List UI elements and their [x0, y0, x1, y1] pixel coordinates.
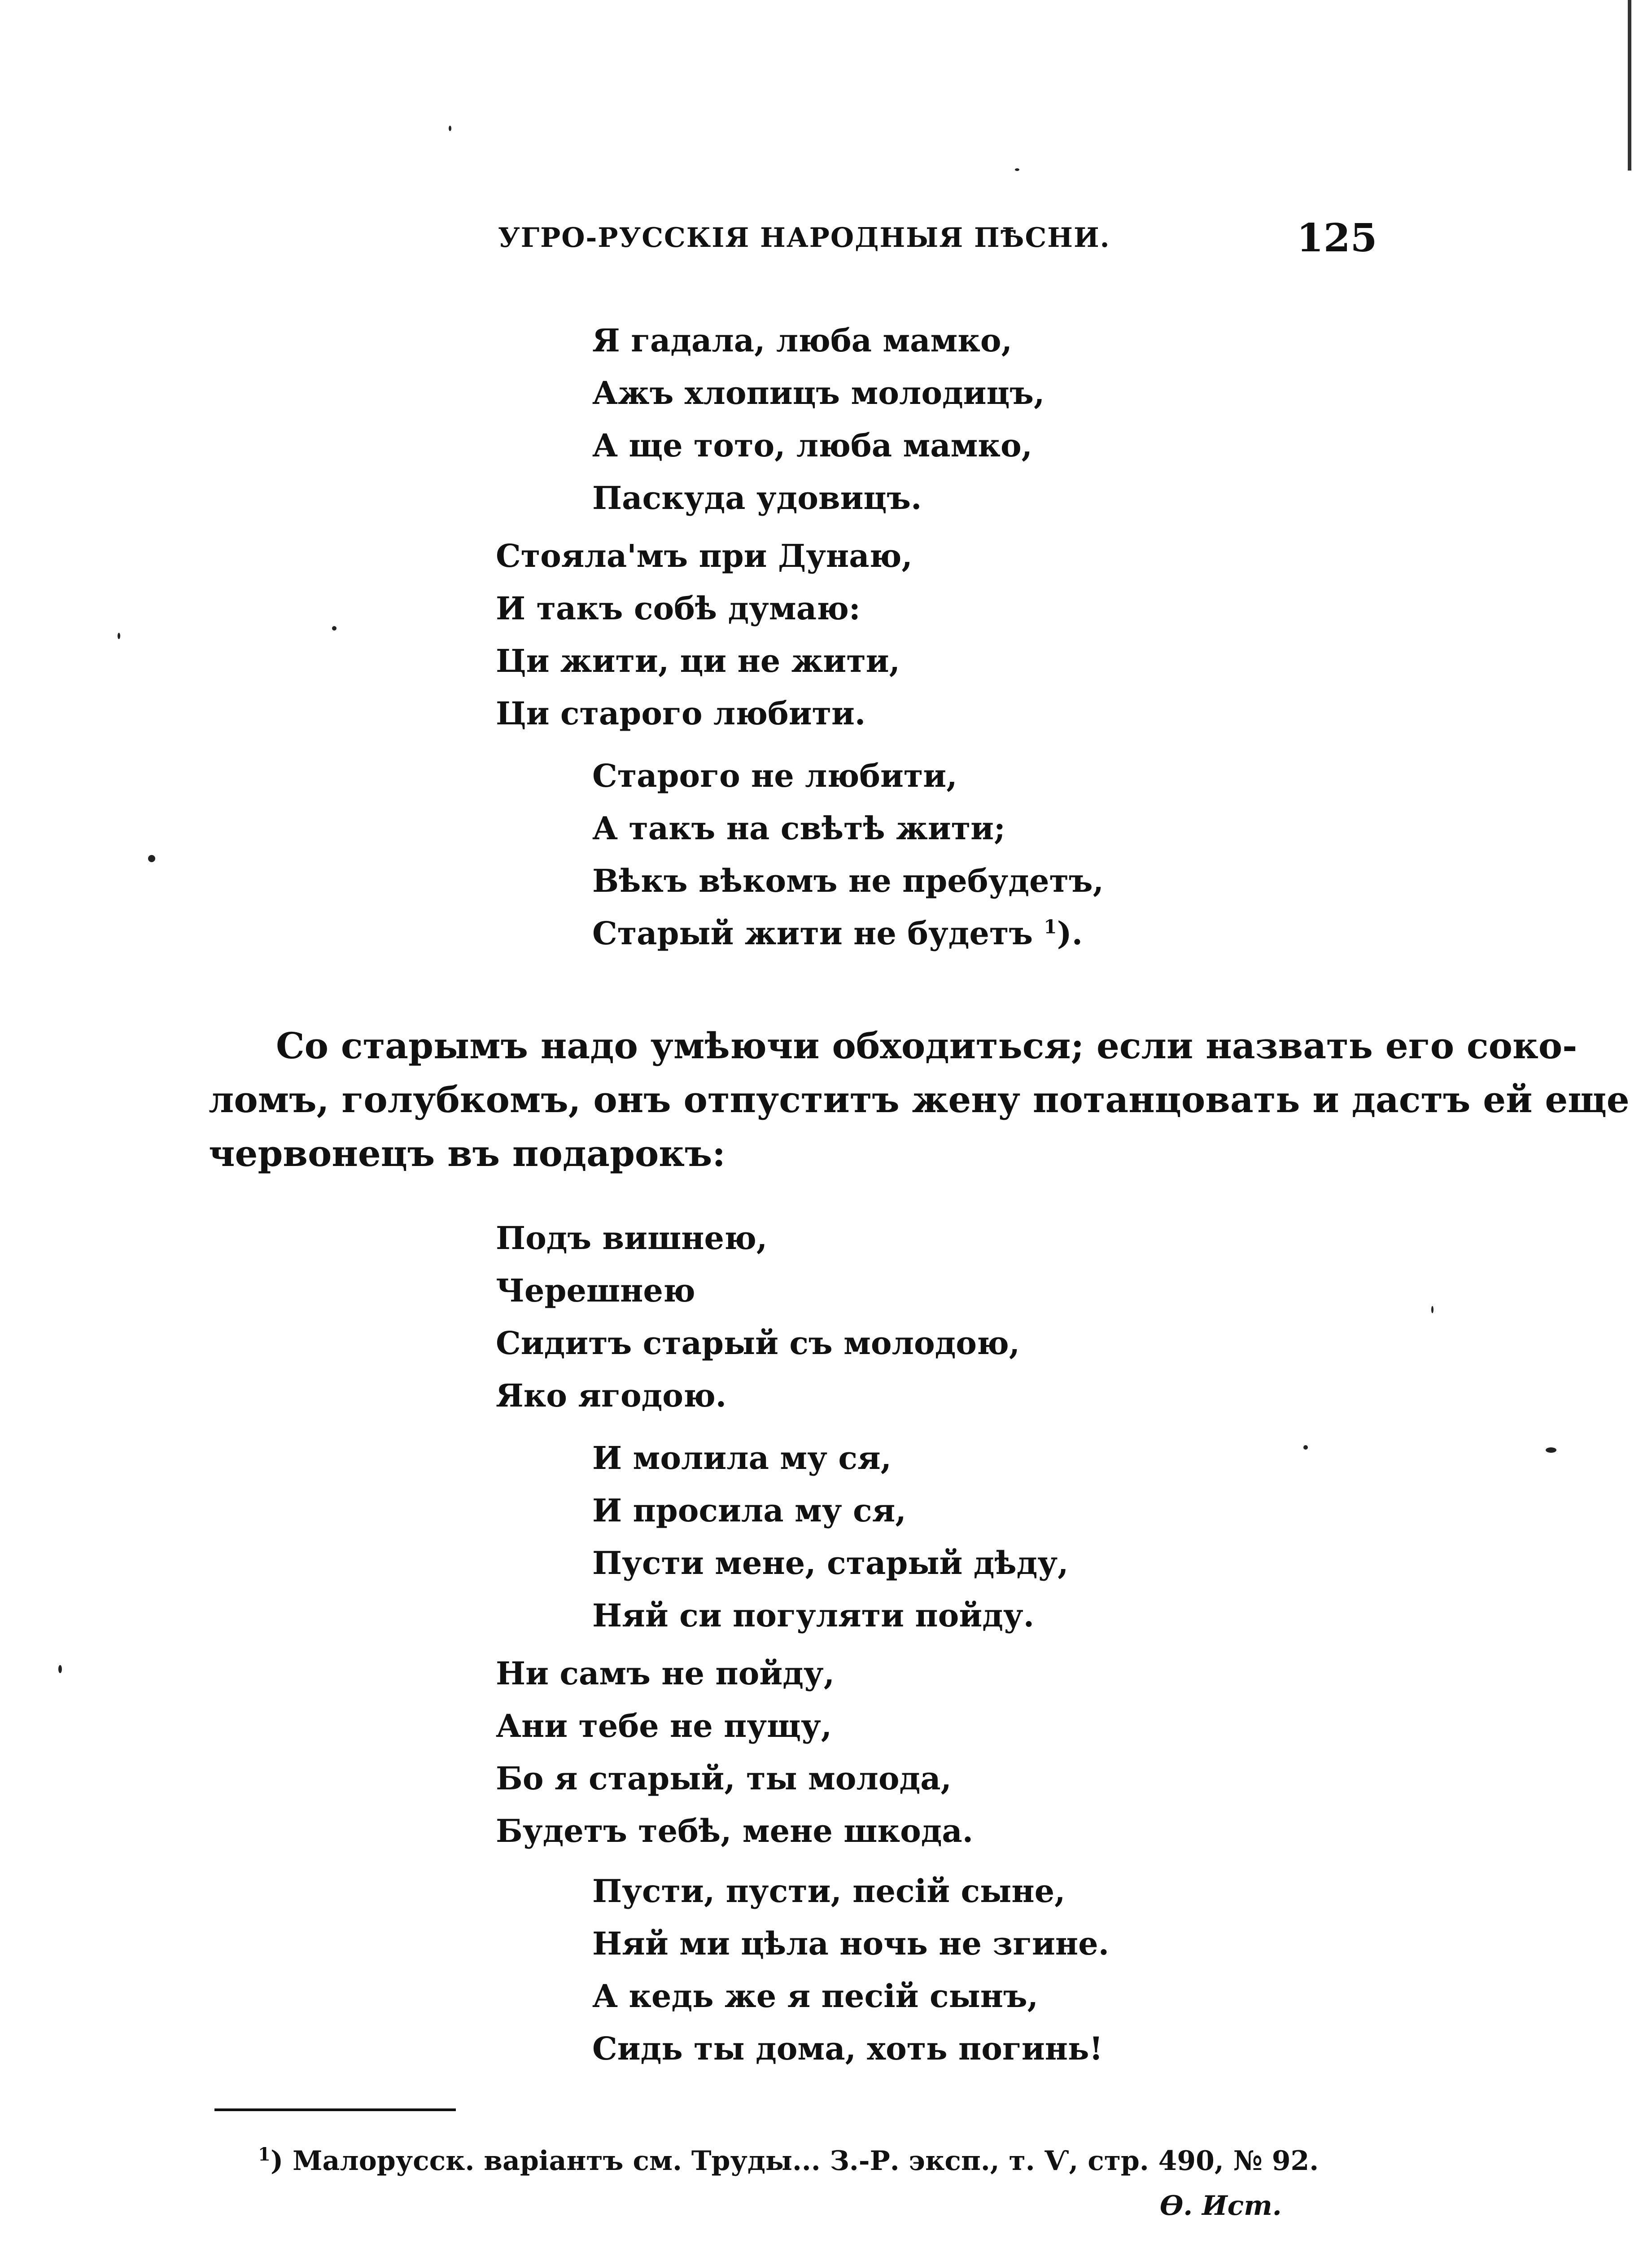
verse-line: Яко ягодою.: [496, 1377, 727, 1414]
scan-speck: [332, 626, 337, 631]
verse-line: Ни самъ не пойду,: [496, 1655, 835, 1692]
verse-line: Пусти мене, старый дѣду,: [592, 1544, 1069, 1582]
verse-line: Пусти, пусти, песій сыне,: [592, 1872, 1066, 1910]
verse-line: Няй си погуляти пойду.: [592, 1597, 1035, 1634]
verse-line: Ани тебе не пущу,: [496, 1707, 832, 1744]
scan-speck: [1015, 168, 1019, 171]
verse-line: И просила му ся,: [592, 1492, 906, 1529]
verse-line: Ци старого любити.: [496, 695, 866, 732]
page-number: 125: [1297, 215, 1377, 261]
poem-two-stanza-1: [496, 1212, 1020, 1422]
verse-line: А кедь же я песій сынъ,: [592, 1977, 1039, 2015]
verse-line-with-footnote: [592, 907, 1104, 960]
verse-line: А ще тото, люба мамко,: [592, 427, 1033, 464]
verse-line: Черешнею: [496, 1272, 695, 1309]
scan-speck: [148, 855, 155, 862]
footnote-ref: 1: [1044, 916, 1057, 938]
verse-line: Я гадала, люба мамко,: [592, 322, 1012, 359]
verse-line: Сидь ты дома, хоть погинь!: [592, 2030, 1103, 2067]
verse-line: А такъ на свѣтѣ жити;: [592, 810, 1005, 847]
scan-speck: [118, 633, 120, 639]
scan-speck: [449, 126, 451, 131]
poem-two-stanza-3: [496, 1647, 973, 1857]
footnote-rule: [214, 2108, 456, 2111]
prose-line: червонецъ въ подарокъ:: [209, 1132, 725, 1175]
footnote-marker: 1: [258, 2144, 271, 2165]
verse-line: Бо я старый, ты молода,: [496, 1760, 952, 1797]
footnote: [258, 2145, 1319, 2177]
verse-line: Ажъ хлопицъ молодицъ,: [592, 374, 1045, 412]
running-title: УГРО-РУССКІЯ НАРОДНЫЯ ПѢСНИ.: [498, 222, 1110, 254]
poem-one-stanza-2: [496, 530, 913, 740]
verse-line: Няй ми цѣла ночь не згине.: [592, 1925, 1110, 1962]
verse-line: Паскуда удовицъ.: [592, 479, 922, 517]
verse-text: Старый жити не будетъ: [592, 915, 1033, 952]
scan-speck: [1546, 1447, 1556, 1453]
verse-line: Старого не любити,: [592, 757, 957, 794]
footnote-signature: Ѳ. Ист.: [1160, 2190, 1282, 2222]
poem-one-stanza-1: [592, 314, 1045, 524]
scan-speck: [1303, 1445, 1308, 1450]
verse-line: Стояла'мъ при Дунаю,: [496, 537, 913, 574]
scan-speck: [58, 1665, 62, 1673]
prose-line: Со старымъ надо умѣючи обходиться; если назвать его соко-: [276, 1025, 1578, 1067]
poem-one-stanza-3: [592, 749, 1104, 960]
poem-two-stanza-4: [592, 1865, 1109, 2075]
footnote-text: ) Малорусск. варіантъ см. Труды... З.-Р. эксп., т. Ѵ, стр. 490, № 92.: [270, 2145, 1319, 2177]
closing-paren: ).: [1057, 915, 1083, 952]
prose-line: ломъ, голубкомъ, онъ отпуститъ жену потанцовать и дастъ ей еще: [209, 1078, 1630, 1121]
verse-line: Будетъ тебѣ, мене шкода.: [496, 1812, 974, 1850]
scan-speck: [1431, 1306, 1433, 1313]
verse-line: Подъ вишнею,: [496, 1219, 768, 1257]
verse-line: Вѣкъ вѣкомъ не пребудетъ,: [592, 862, 1104, 899]
verse-line: Сидитъ старый съ молодою,: [496, 1324, 1020, 1362]
poem-two-stanza-2: [592, 1432, 1069, 1642]
verse-line: И такъ собѣ думаю:: [496, 590, 861, 627]
verse-line: Ци жити, ци не жити,: [496, 642, 900, 679]
verse-line: И молила му ся,: [592, 1439, 892, 1477]
prose-paragraph: [209, 1019, 1630, 1180]
scan-edge-mark: [1628, 0, 1631, 171]
